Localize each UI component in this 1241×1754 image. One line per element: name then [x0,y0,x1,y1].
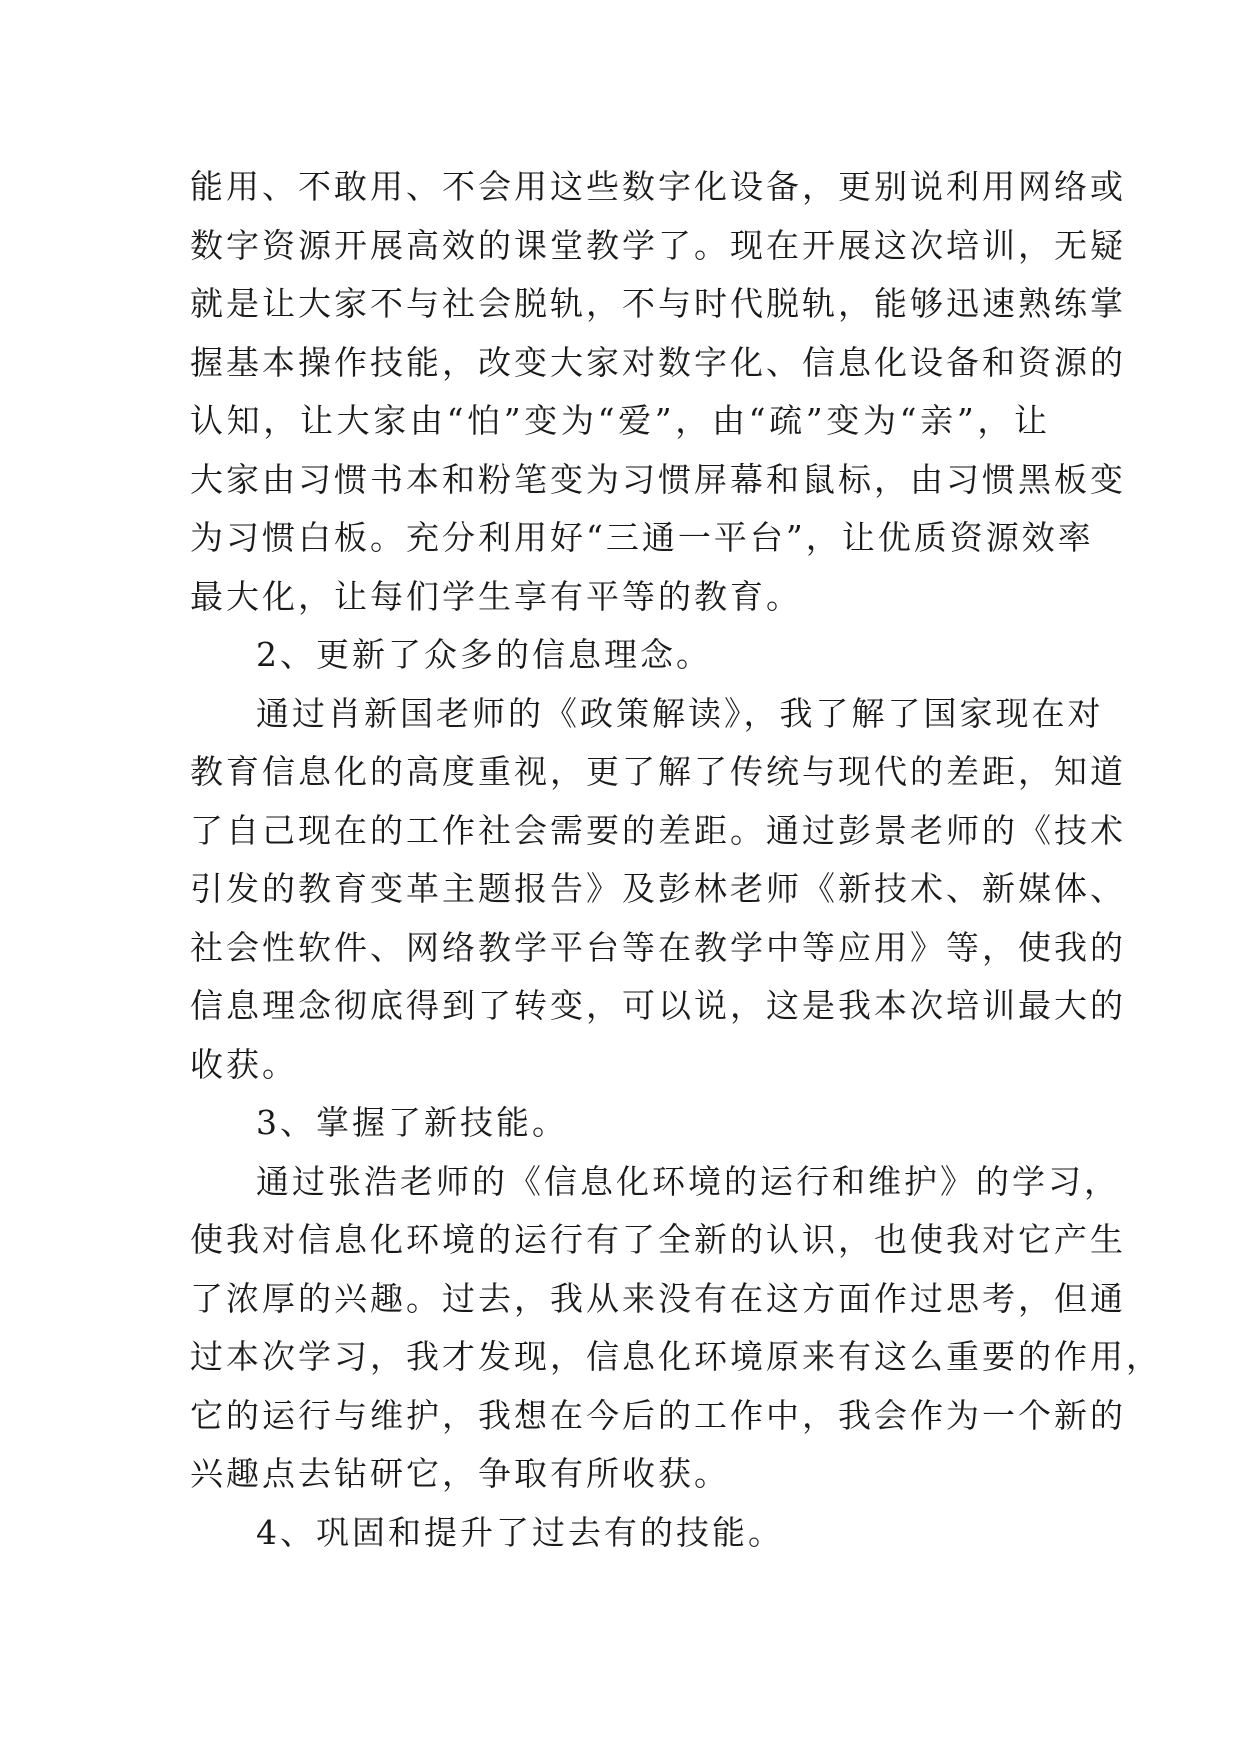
section-heading: 3、掌握了新技能。 [256,1103,568,1142]
text-line: 能用、不敢用、不会用这些数字化设备，更别说利用网络或 [190,167,1126,206]
text-line: 社会性软件、网络教学平台等在教学中等应用》等，使我的 [190,927,1126,967]
text-line: 信息理念彻底得到了转变，可以说，这是我本次培训最大的 [190,986,1126,1025]
text-line: 了自己现在的工作社会需要的差距。通过彭景老师的《技术 [190,810,1126,850]
paragraph-first-line: 通过张浩老师的《信息化环境的运行和维护》的学习， [256,1161,1120,1201]
text-line: 过本次学习，我才发现，信息化环境原来有这么重要的作用， [190,1337,1162,1376]
text-line: 了浓厚的兴趣。过去，我从来没有在这方面作过思考，但通 [190,1278,1126,1318]
text-line: 教育信息化的高度重视，更了解了传统与现代的差距，知道 [190,752,1126,791]
text-line: 为习惯白板。充分利用好“三通一平台”，让优质资源效率 [190,518,1094,557]
text-line: 大家由习惯书本和粉笔变为习惯屏幕和鼠标，由习惯黑板变 [190,459,1126,499]
text-line: 收获。 [190,1044,298,1084]
body-text [190,158,1162,1562]
text-line: 数字资源开展高效的课堂教学了。现在开展这次培训，无疑 [190,225,1126,265]
text-line: 握基本操作技能，改变大家对数字化、信息化设备和资源的 [190,342,1126,382]
text-line: 就是让大家不与社会脱轨，不与时代脱轨，能够迅速熟练掌 [190,284,1126,323]
text-line: 最大化，让每们学生享有平等的教育。 [190,576,802,616]
text-line: 兴趣点去钻研它，争取有所收获。 [190,1454,730,1493]
paragraph-first-line: 通过肖新国老师的《政策解读》，我了解了国家现在对 [256,693,1104,733]
text-line: 引发的教育变革主题报告》及彭林老师《新技术、新媒体、 [190,869,1126,908]
text-line: 使我对信息化环境的运行有了全新的认识，也使我对它产生 [190,1220,1126,1259]
section-heading: 2、更新了众多的信息理念。 [256,635,712,674]
section-heading: 4、巩固和提升了过去有的技能。 [256,1512,784,1552]
text-line: 它的运行与维护，我想在今后的工作中，我会作为一个新的 [190,1395,1126,1435]
text-line: 认知，让大家由“怕”变为“爱”，由“疏”变为“亲”，让 [190,401,1050,440]
